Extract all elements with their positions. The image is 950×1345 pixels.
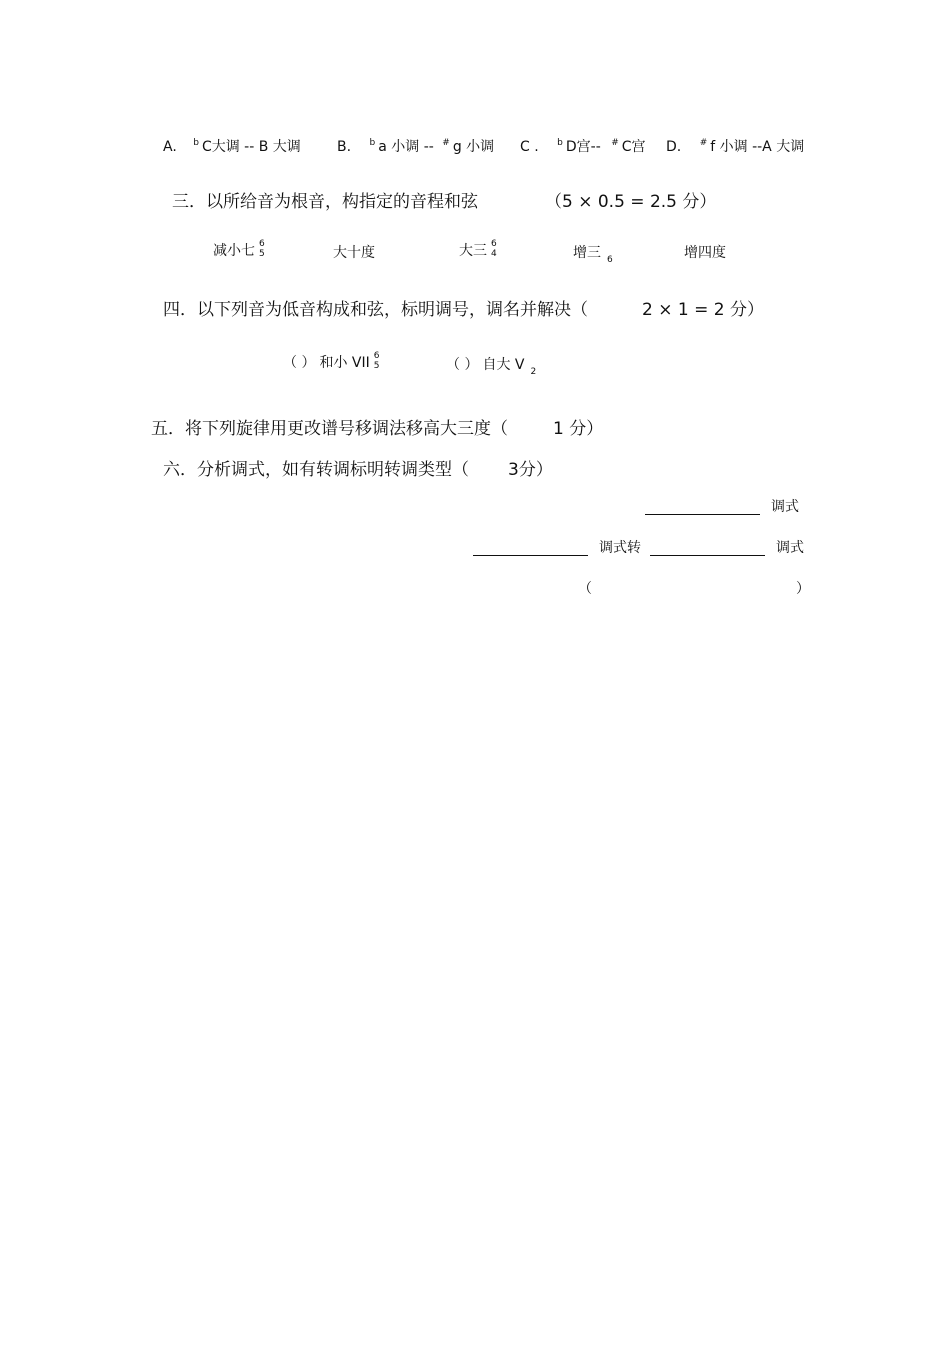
option-b-text1: a 小调 -- (378, 139, 434, 155)
answer-blank[interactable] (473, 555, 588, 556)
section4-score: 2 × 1 = 2 分） (642, 300, 764, 320)
chord-answer-1 (283, 352, 379, 373)
figured-bass-sub: 2 (530, 367, 537, 377)
flat-accidental: b (193, 138, 199, 148)
answer-paren-open: （ (578, 581, 592, 597)
option-b-prefix: B. (337, 139, 352, 155)
answer-blank[interactable] (645, 514, 760, 515)
mode-label: 调式 (771, 499, 799, 515)
chord-item (459, 240, 497, 261)
option-b (337, 136, 494, 156)
option-a (163, 136, 301, 156)
mode-label: 调式 (776, 540, 804, 556)
chord-label: 大三 (459, 243, 487, 259)
answer-paren: （ ） (283, 355, 316, 371)
option-d-prefix: D. (666, 139, 682, 155)
interval-label: 增四度 (684, 245, 726, 261)
sharp-accidental: # (699, 138, 708, 148)
answer-paren: （ ） (446, 357, 479, 373)
flat-accidental: b (557, 138, 563, 148)
section6-score: 3分） (508, 460, 553, 480)
figured-bass: 6 5 (259, 239, 265, 259)
figured-bass: 6 4 (491, 239, 497, 259)
option-c (520, 136, 646, 156)
chord-label: 减小七 (213, 243, 255, 259)
section4-title: 四．以下列音为低音构成和弦，标明调号，调名并解决（ (163, 300, 588, 320)
modulation-label: 调式转 (599, 540, 641, 556)
option-c-text2: C宫 (621, 139, 646, 155)
chord-answer-2 (446, 354, 537, 377)
answer-paren-close: ） (796, 581, 810, 597)
chord-label: 增三 (573, 245, 601, 261)
interval-label: 大十度 (333, 245, 375, 261)
option-d-text: f 小调 --A 大调 (710, 139, 805, 155)
chord-item (213, 240, 265, 261)
sharp-accidental: # (442, 138, 450, 148)
option-c-text1: D宫-- (565, 139, 601, 155)
option-a-text: C大调 -- B 大调 (201, 139, 301, 155)
section5-title: 五．将下列旋律用更改谱号移调法移高大三度（ (151, 419, 508, 439)
section6-title: 六．分析调式，如有转调标明转调类型（ (163, 460, 469, 480)
chord-label: 自大 V (482, 357, 525, 373)
flat-accidental: b (369, 138, 376, 148)
chord-item (573, 242, 613, 265)
answer-blank[interactable] (650, 555, 765, 556)
option-a-prefix: A. (163, 139, 177, 155)
option-c-prefix: C . (520, 139, 539, 155)
option-d (666, 136, 804, 156)
chord-label: 和小 VII (319, 355, 370, 371)
interval-item (333, 242, 375, 262)
section3-title: 三．以所给音为根音，构指定的音程和弦 (172, 192, 478, 212)
sharp-accidental: # (611, 138, 619, 148)
interval-item (684, 242, 726, 262)
section5-score: 1 分） (553, 419, 604, 439)
option-b-text2: g 小调 (452, 139, 495, 155)
figured-bass-sub: 6 (607, 255, 613, 265)
figured-bass: 6 5 (373, 351, 380, 371)
section3-score: （5 × 0.5 = 2.5 分） (545, 192, 717, 212)
